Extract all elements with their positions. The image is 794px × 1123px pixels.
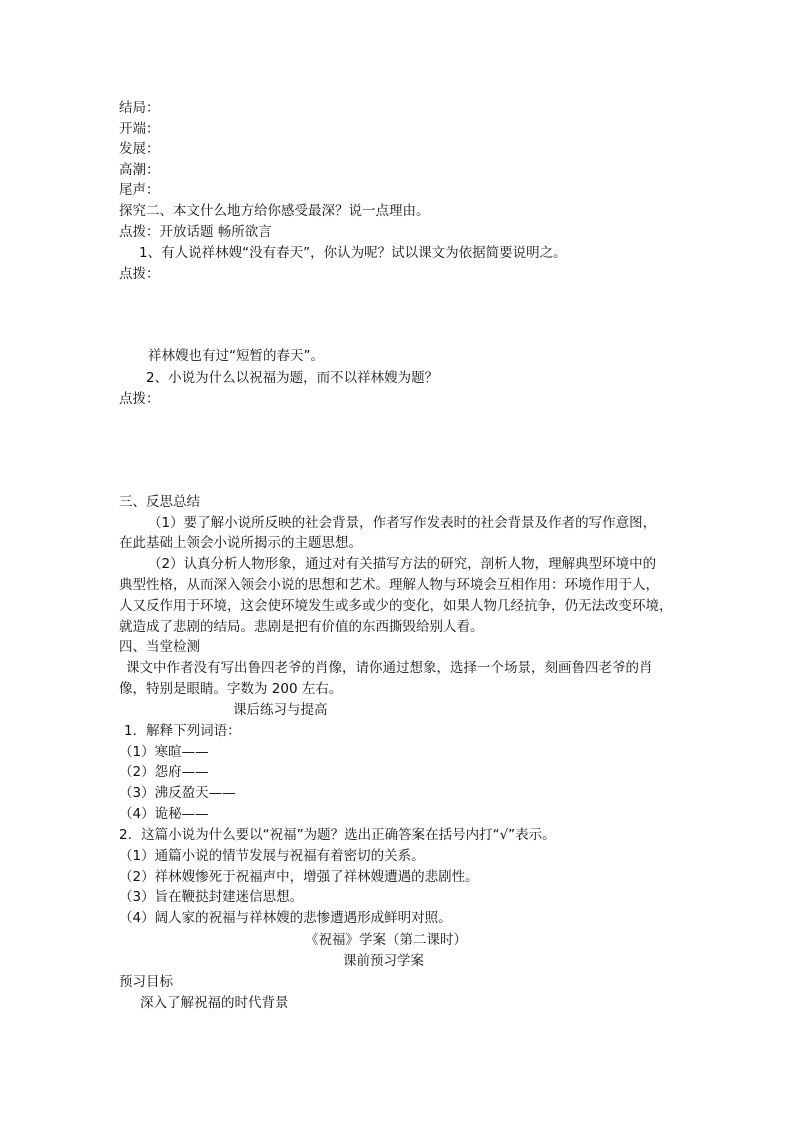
exercise-1-term-1: （1）寒暄—— [119,744,209,760]
exercise-1-term-3: （3）沸反盈天—— [119,785,236,801]
exercise-1-prompt: 1．解释下列词语： [124,723,241,739]
reflection-point-1-line-2: 在此基础上领会小说所揭示的主题思想。 [119,535,362,551]
classroom-test-line-1: 课文中作者没有写出鲁四老爷的肖像，请你通过想象，选择一个场景，刻画鲁四老爷的肖 [126,660,653,676]
question-1-hint-label: 点拨： [119,266,160,282]
exercise-2-prompt: 2．这篇小说为什么要以“祝福”为题？选出正确答案在括号内打“√”表示。 [119,827,556,843]
outline-ending: 结局： [119,100,160,116]
classroom-test-line-2: 像，特别是眼睛。字数为 200 左右。 [119,681,343,697]
reflection-point-1-line-1: （1）要了解小说所反映的社会背景，作者写作发表时的社会背景及作者的写作意图， [148,515,657,531]
after-class-practice-heading: 课后练习与提高 [233,702,328,718]
pre-class-preview-heading: 课前预习学案 [343,953,424,969]
question-1: 1、有人说祥林嫂“没有春天”，你认为呢？试以课文为依据简要说明之。 [139,245,567,261]
question-2: 2、小说为什么以祝福为题，而不以祥林嫂为题？ [146,370,439,386]
inquiry-two-hint: 点拨：开放话题 畅所欲言 [119,224,272,240]
lesson-plan-title: 《祝福》学案（第二课时） [305,932,467,948]
section-classroom-test-heading: 四、当堂检测 [119,639,200,655]
exercise-2-option-4: （4）阔人家的祝福与祥林嫂的悲惨遭遇形成鲜明对照。 [119,910,452,926]
outline-development: 发展： [119,141,160,157]
outline-climax: 高潮： [119,162,160,178]
exercise-2-option-1: （1）通篇小说的情节发展与祝福有着密切的关系。 [119,848,425,864]
inquiry-two-question: 探究二、本文什么地方给你感受最深？说一点理由。 [119,203,430,219]
preview-goal-heading: 预习目标 [119,974,173,990]
reflection-point-2-line-3: 人又反作用于环境，这会使环境发生或多或少的变化，如果人物几经抗争，仍无法改变环境， [119,598,673,614]
reflection-point-2-line-2: 典型性格，从而深入领会小说的思想和艺术。理解人物与环境会互相作用：环境作用于人， [119,577,659,593]
outline-opening: 开端： [119,121,160,137]
question-1-hint-text: 祥林嫂也有过“短暂的春天”。 [148,348,324,364]
section-reflection-heading: 三、反思总结 [119,494,200,510]
question-2-hint-label: 点拨： [119,391,160,407]
preview-goal-text: 深入了解祝福的时代背景 [140,995,289,1011]
reflection-point-2-line-4: 就造成了悲剧的结局。悲剧是把有价值的东西撕毁给别人看。 [119,619,484,635]
reflection-point-2-line-1: （2）认真分析人物形象，通过对有关描写方法的研究，剖析人物，理解典型环境中的 [148,556,657,572]
exercise-1-term-2: （2）怨府—— [119,764,209,780]
exercise-2-option-2: （2）祥林嫂惨死于祝福声中，增强了祥林嫂遭遇的悲剧性。 [119,869,479,885]
exercise-1-term-4: （4）诡秘—— [119,806,209,822]
exercise-2-option-3: （3）旨在鞭挞封建迷信思想。 [119,889,304,905]
outline-epilogue: 尾声： [119,182,160,198]
